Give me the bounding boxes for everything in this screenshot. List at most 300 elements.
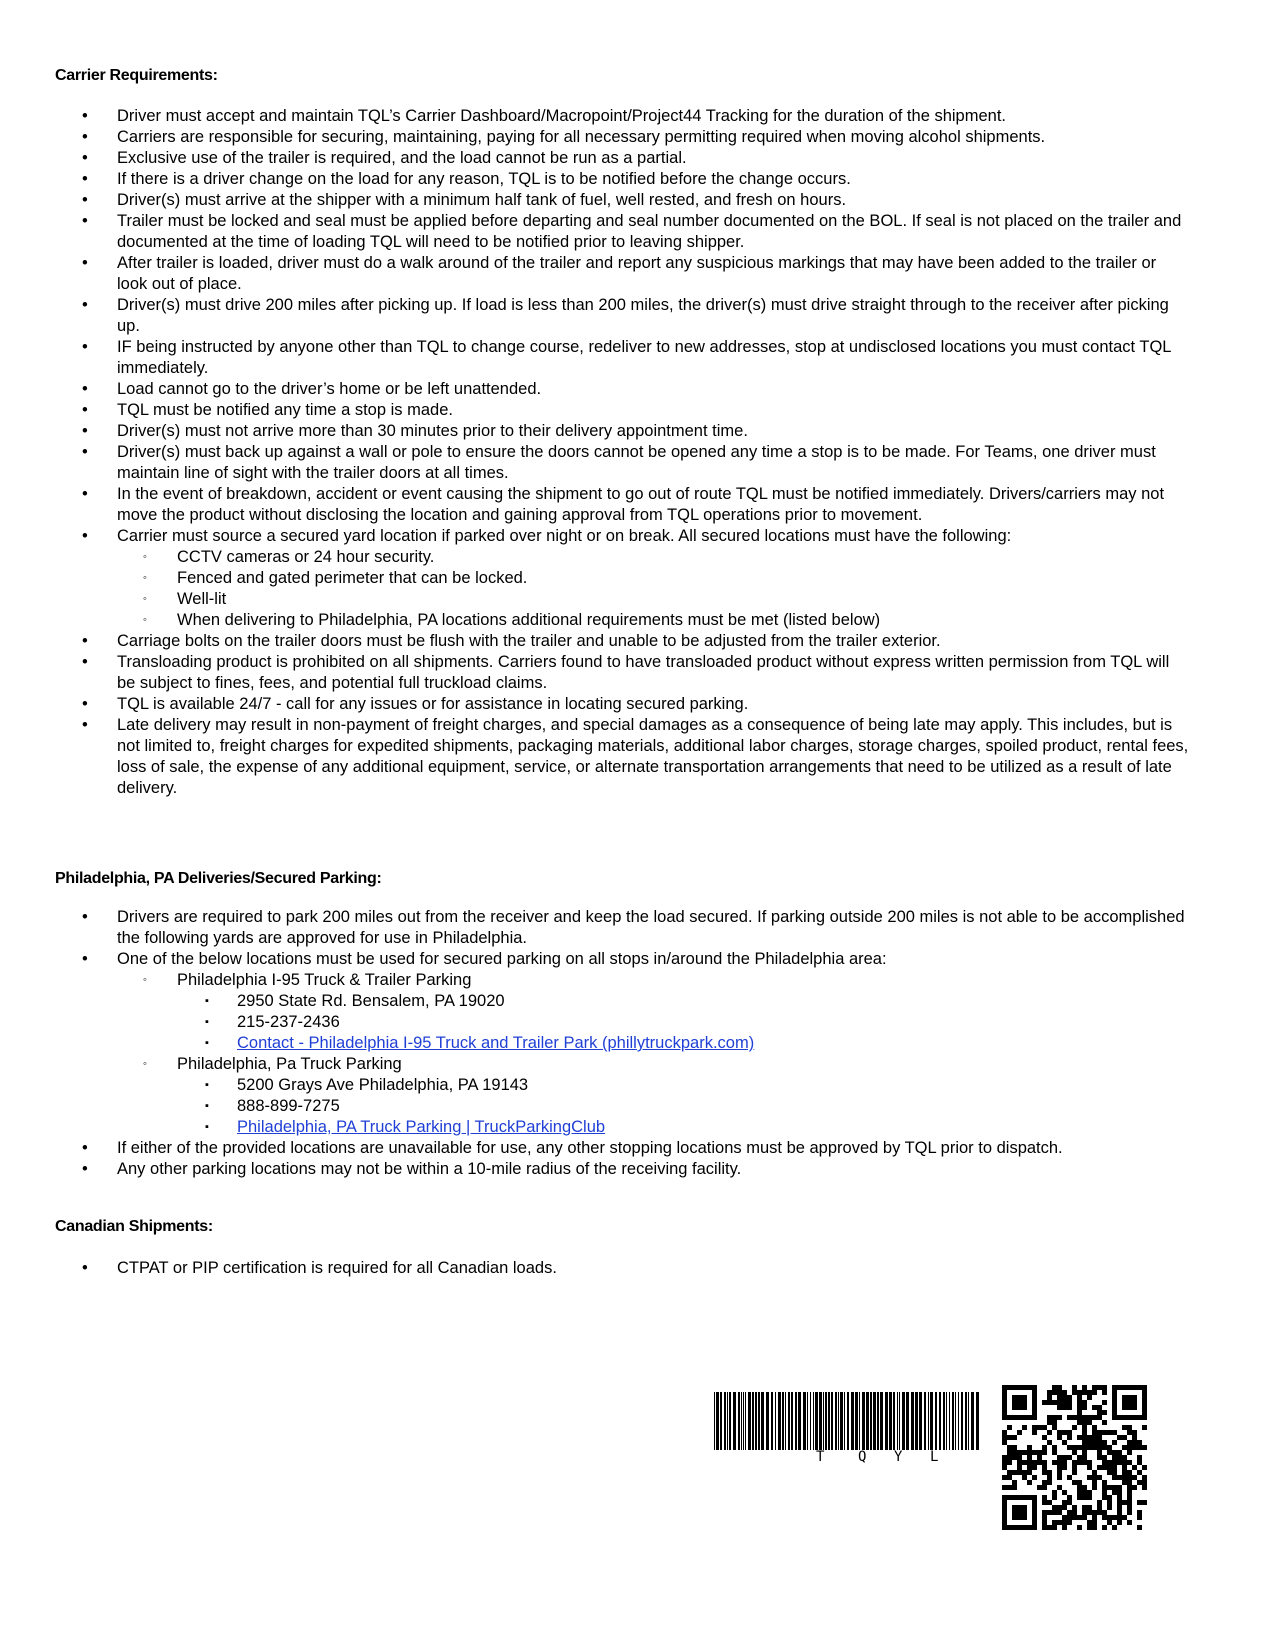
phillytruckpark-link[interactable]: Contact - Philadelphia I-95 Truck and Trailer Park (phillytruckpark.com): [237, 1034, 755, 1052]
qr-module: [1042, 1400, 1047, 1405]
qr-module: [1102, 1385, 1107, 1390]
qr-module: [1092, 1520, 1097, 1525]
barcode-bar: [859, 1392, 860, 1450]
qr-module: [1107, 1445, 1112, 1450]
barcode-letter: L: [930, 1449, 939, 1465]
qr-module: [1087, 1490, 1092, 1495]
qr-module: [1127, 1505, 1132, 1510]
barcode-bar: [743, 1392, 744, 1450]
qr-module: [1082, 1455, 1087, 1460]
qr-module: [1117, 1455, 1122, 1460]
qr-module: [1007, 1445, 1012, 1450]
list-item: • One of the below locations must be used for secured parking on all stops in/around the Philadelphia area: ◦ Philadelphia I-95 Truck & Trailer Parking ▪ 2950 State Rd. Bensalem, PA 19020 ▪ 215-237-2436 ▪ Contact - Philadelphia I-95 Truck and Trailer Park (phillytruckpark.com) ◦ Philadelphia, Pa Truck Parking ▪ 5200 Grays Ave Philadelphia, PA 19143 ▪ 888-899-7275 ▪ Philadelphia, PA Truck Parking | TruckParkingClub: [0, 949, 1190, 1138]
qr-module: [1082, 1495, 1087, 1500]
list-item: • Late delivery may result in non-payment of freight charges, and special damages as a consequence of being late may apply. This includes, but is not limited to, freight charges for expedited shipments, packaging materials, additional labor charges, storage charges, spoiled product, rental fees, loss of sale, the expense of any additional equipment, service, or alternate transportation arrangements that need to be utilized as a result of late delivery.: [82, 716, 1189, 797]
qr-module: [1052, 1525, 1057, 1530]
qr-module: [1122, 1465, 1127, 1470]
barcode-bar: [729, 1392, 731, 1450]
qr-module: [1097, 1430, 1102, 1435]
qr-module: [1057, 1400, 1062, 1405]
qr-module: [1017, 1455, 1022, 1460]
qr-module: [1082, 1405, 1087, 1410]
qr-module: [1057, 1455, 1062, 1460]
qr-module: [1107, 1485, 1112, 1490]
qr-module: [1122, 1515, 1127, 1520]
qr-module: [1062, 1440, 1067, 1445]
qr-module: [1102, 1440, 1107, 1445]
qr-module: [1077, 1525, 1082, 1530]
parking-location-details: [177, 991, 1190, 1054]
qr-module: [1097, 1465, 1102, 1470]
qr-module: [1082, 1485, 1087, 1490]
qr-module: [1077, 1435, 1082, 1440]
qr-module: [1127, 1430, 1132, 1435]
qr-module: [1057, 1470, 1062, 1475]
qr-module: [1067, 1500, 1072, 1505]
qr-module: [1027, 1480, 1032, 1485]
qr-module: [1082, 1460, 1087, 1465]
qr-module: [1057, 1395, 1062, 1400]
barcode-bar: [930, 1392, 933, 1450]
qr-module: [1112, 1440, 1117, 1445]
qr-module: [1122, 1480, 1127, 1485]
barcode-bar: [976, 1392, 979, 1450]
qr-module: [1127, 1520, 1132, 1525]
qr-module: [1127, 1490, 1132, 1495]
qr-module: [1007, 1450, 1012, 1455]
qr-module: [1067, 1435, 1072, 1440]
qr-module: [1102, 1485, 1107, 1490]
qr-module: [1102, 1515, 1107, 1520]
truckparkingclub-link[interactable]: Philadelphia, PA Truck Parking | TruckParkingClub: [237, 1118, 606, 1136]
qr-module: [1057, 1510, 1062, 1515]
qr-module: [1032, 1430, 1037, 1435]
qr-module: [1097, 1445, 1102, 1450]
location-address: ▪ 2950 State Rd. Bensalem, PA 19020: [205, 992, 505, 1010]
qr-module: [1082, 1515, 1087, 1520]
qr-module: [1077, 1460, 1082, 1465]
qr-module: [1072, 1510, 1077, 1515]
list-item: • After trailer is loaded, driver must do a walk around of the trailer and report any suspicious markings that may have been added to the trailer or look out of place.: [82, 254, 1157, 293]
qr-module: [1037, 1485, 1042, 1490]
qr-module: [1137, 1455, 1142, 1460]
qr-module: [1087, 1505, 1092, 1510]
qr-module: [1047, 1415, 1052, 1420]
qr-finder-center: [1012, 1505, 1027, 1520]
qr-module: [1037, 1450, 1042, 1455]
qr-module: [1062, 1520, 1067, 1525]
qr-module: [1027, 1450, 1032, 1455]
qr-module: [1117, 1495, 1122, 1500]
qr-module: [1137, 1525, 1142, 1530]
qr-module: [1102, 1410, 1107, 1415]
qr-module: [1037, 1425, 1042, 1430]
qr-module: [1102, 1460, 1107, 1465]
qr-module: [1067, 1455, 1072, 1460]
barcode-bar: [862, 1392, 865, 1450]
qr-module: [1062, 1430, 1067, 1435]
barcode-bar: [741, 1392, 742, 1450]
parking-location-details: [177, 1075, 1190, 1138]
qr-module: [1032, 1475, 1037, 1480]
qr-module: [1107, 1470, 1112, 1475]
sub-list-item: ◦ CCTV cameras or 24 hour security.: [143, 548, 435, 566]
qr-module: [1102, 1400, 1107, 1405]
qr-module: [1052, 1390, 1057, 1395]
qr-module: [1082, 1505, 1087, 1510]
list-item: • IF being instructed by anyone other than TQL to change course, redeliver to new addresses, stop at undisclosed locations you must contact TQL immediately.: [82, 338, 1171, 377]
qr-module: [1047, 1390, 1052, 1395]
qr-module: [1057, 1390, 1062, 1395]
qr-module: [1142, 1475, 1147, 1480]
qr-module: [1117, 1485, 1122, 1490]
qr-module: [1077, 1395, 1082, 1400]
list-item: • Driver(s) must not arrive more than 30 minutes prior to their delivery appointment time.: [82, 422, 748, 440]
qr-module: [1082, 1390, 1087, 1395]
secured-location-requirements: [117, 547, 1190, 631]
qr-module: [1082, 1440, 1087, 1445]
qr-module: [1107, 1520, 1112, 1525]
qr-module: [1102, 1495, 1107, 1500]
barcode-bar: [815, 1392, 818, 1450]
barcode-bar: [924, 1392, 926, 1450]
qr-module: [1002, 1465, 1007, 1470]
list-item: • Trailer must be locked and seal must be applied before departing and seal number documented on the BOL. If seal is not placed on the trailer and documented at the time of loading TQL will need to be notified prior to leaving shipper.: [82, 212, 1182, 251]
qr-module: [1047, 1525, 1052, 1530]
barcode-bar: [745, 1392, 746, 1450]
barcode-bar: [847, 1392, 849, 1450]
qr-module: [1107, 1450, 1112, 1455]
qr-module: [1112, 1465, 1117, 1470]
qr-module: [1067, 1495, 1072, 1500]
qr-module: [1132, 1475, 1137, 1480]
barcode-bar: [810, 1392, 811, 1450]
location-link-item: ▪ Contact - Philadelphia I-95 Truck and Trailer Park (phillytruckpark.com): [205, 1034, 755, 1052]
barcode-bar: [782, 1392, 784, 1450]
qr-module: [1047, 1510, 1052, 1515]
qr-module: [1072, 1515, 1077, 1520]
barcode-bar: [880, 1392, 883, 1450]
qr-module: [1127, 1480, 1132, 1485]
qr-module: [1082, 1450, 1087, 1455]
qr-module: [1087, 1390, 1092, 1395]
qr-module: [1057, 1415, 1062, 1420]
barcode-bar: [961, 1392, 963, 1450]
qr-module: [1087, 1445, 1092, 1450]
list-item: • Any other parking locations may not be within a 10-mile radius of the receiving facility.: [82, 1160, 742, 1178]
qr-module: [1007, 1475, 1012, 1480]
canadian-list: [0, 1258, 1275, 1279]
carrier-requirements-heading: Carrier Requirements:: [55, 67, 218, 84]
qr-module: [1142, 1445, 1147, 1450]
qr-module: [1122, 1455, 1127, 1460]
barcode-bar: [758, 1392, 760, 1450]
qr-module: [1142, 1500, 1147, 1505]
qr-module: [1072, 1385, 1077, 1390]
qr-module: [1042, 1525, 1047, 1530]
qr-module: [1082, 1435, 1087, 1440]
qr-module: [1062, 1515, 1067, 1520]
qr-module: [1112, 1450, 1117, 1455]
qr-module: [1117, 1450, 1122, 1455]
qr-module: [1042, 1435, 1047, 1440]
qr-module: [1127, 1460, 1132, 1465]
qr-module: [1092, 1485, 1097, 1490]
qr-module: [1127, 1510, 1132, 1515]
qr-module: [1072, 1470, 1077, 1475]
qr-module: [1017, 1450, 1022, 1455]
qr-module: [1107, 1500, 1112, 1505]
barcode-bar: [844, 1392, 845, 1450]
qr-module: [1057, 1435, 1062, 1440]
barcode-bar: [877, 1392, 879, 1450]
barcode-bar: [971, 1392, 974, 1450]
qr-module: [1097, 1440, 1102, 1445]
qr-module: [1017, 1470, 1022, 1475]
qr-module: [1062, 1460, 1067, 1465]
qr-module: [1027, 1470, 1032, 1475]
qr-module: [1102, 1465, 1107, 1470]
qr-module: [1097, 1500, 1102, 1505]
qr-module: [1127, 1500, 1132, 1505]
qr-module: [1012, 1455, 1017, 1460]
barcode-bar: [761, 1392, 764, 1450]
barcode-bar: [720, 1392, 722, 1450]
canadian-heading: Canadian Shipments:: [55, 1218, 213, 1235]
qr-module: [1132, 1440, 1137, 1445]
barcode-bar: [897, 1392, 898, 1450]
qr-module: [1112, 1475, 1117, 1480]
qr-module: [1057, 1465, 1062, 1470]
qr-module: [1077, 1445, 1082, 1450]
qr-module: [1087, 1520, 1092, 1525]
qr-module: [1047, 1480, 1052, 1485]
barcode-bar: [733, 1392, 736, 1450]
qr-module: [1087, 1510, 1092, 1515]
qr-module: [1102, 1445, 1107, 1450]
barcode-bar: [873, 1392, 876, 1450]
list-item: • Drivers are required to park 200 miles out from the receiver and keep the load secured. If parking outside 200 miles is not able to be accomplished the following yards are approved for use in Philadelphia.: [82, 908, 1185, 947]
barcode-bar: [831, 1392, 833, 1450]
qr-module: [1142, 1425, 1147, 1430]
qr-module: [1012, 1485, 1017, 1490]
qr-module: [1082, 1490, 1087, 1495]
qr-module: [1097, 1505, 1102, 1510]
qr-module: [1102, 1510, 1107, 1515]
qr-module: [1042, 1485, 1047, 1490]
list-item: • Driver(s) must arrive at the shipper with a minimum half tank of fuel, well rested, and fresh on hours.: [82, 191, 847, 209]
barcode-letter: Y: [894, 1449, 903, 1465]
qr-module: [1097, 1405, 1102, 1410]
qr-module: [1052, 1450, 1057, 1455]
qr-module: [1082, 1400, 1087, 1405]
qr-module: [1007, 1460, 1012, 1465]
qr-module: [1057, 1460, 1062, 1465]
qr-module: [1027, 1465, 1032, 1470]
parking-location: ◦ Philadelphia I-95 Truck & Trailer Parking ▪ 2950 State Rd. Bensalem, PA 19020 ▪ 215-237-2436 ▪ Contact - Philadelphia I-95 Truck and Trailer Park (phillytruckpark.com): [177, 970, 1190, 1054]
barcode: [712, 1392, 982, 1467]
qr-module: [1117, 1510, 1122, 1515]
barcode-letter: T: [816, 1449, 825, 1465]
barcode-bar: [935, 1392, 937, 1450]
qr-module: [1007, 1425, 1012, 1430]
qr-module: [1077, 1490, 1082, 1495]
qr-module: [1017, 1465, 1022, 1470]
list-item: • If there is a driver change on the load for any reason, TQL is to be notified before the change occurs.: [82, 170, 851, 188]
barcode-bar: [813, 1392, 814, 1450]
qr-module: [1112, 1490, 1117, 1495]
qr-module: [1112, 1460, 1117, 1465]
list-item: • Load cannot go to the driver’s home or be left unattended.: [82, 380, 542, 398]
qr-module: [1107, 1495, 1112, 1500]
qr-module: [1112, 1455, 1117, 1460]
qr-module: [1027, 1460, 1032, 1465]
qr-module: [1122, 1460, 1127, 1465]
qr-module: [1107, 1460, 1112, 1465]
barcode-bar: [840, 1392, 843, 1450]
qr-module: [1062, 1400, 1067, 1405]
qr-module: [1122, 1435, 1127, 1440]
barcode-bar: [835, 1392, 837, 1450]
barcode-bar: [724, 1392, 726, 1450]
qr-module: [1137, 1500, 1142, 1505]
qr-module: [1012, 1435, 1017, 1440]
barcode-letter: Q: [858, 1449, 867, 1465]
barcode-bar: [899, 1392, 900, 1450]
qr-module: [1067, 1405, 1072, 1410]
barcode-bar: [828, 1392, 830, 1450]
barcode-bar: [855, 1392, 858, 1450]
qr-module: [1007, 1470, 1012, 1475]
qr-module: [1002, 1485, 1007, 1490]
location-address: ▪ 5200 Grays Ave Philadelphia, PA 19143: [205, 1076, 529, 1094]
qr-module: [1072, 1445, 1077, 1450]
qr-module: [1072, 1460, 1077, 1465]
qr-module: [1022, 1470, 1027, 1475]
qr-module: [1067, 1445, 1072, 1450]
qr-module: [1027, 1455, 1032, 1460]
qr-module: [1047, 1395, 1052, 1400]
barcode-bar: [889, 1392, 892, 1450]
barcode-bar: [870, 1392, 872, 1450]
barcode-bar: [968, 1392, 969, 1450]
qr-module: [1097, 1475, 1102, 1480]
qr-module: [1097, 1435, 1102, 1440]
qr-module: [1047, 1400, 1052, 1405]
list-item: • TQL is available 24/7 - call for any issues or for assistance in locating secured parking.: [82, 695, 749, 713]
qr-module: [1117, 1475, 1122, 1480]
barcode-bar: [943, 1392, 945, 1450]
qr-module: [1002, 1460, 1007, 1465]
qr-module: [1052, 1425, 1057, 1430]
qr-module: [1067, 1415, 1072, 1420]
qr-module: [1077, 1485, 1082, 1490]
qr-module: [1042, 1470, 1047, 1475]
qr-module: [1122, 1475, 1127, 1480]
qr-module: [1117, 1490, 1122, 1495]
qr-module: [1042, 1425, 1047, 1430]
qr-module: [1117, 1515, 1122, 1520]
qr-module: [1092, 1385, 1097, 1390]
list-item: • TQL must be notified any time a stop is made.: [82, 401, 453, 419]
parking-locations: [117, 970, 1190, 1138]
qr-module: [1042, 1465, 1047, 1470]
qr-module: [1137, 1460, 1142, 1465]
barcode-bar: [778, 1392, 781, 1450]
qr-module: [1112, 1525, 1117, 1530]
qr-module: [1042, 1450, 1047, 1455]
qr-module: [1127, 1445, 1132, 1450]
qr-module: [1067, 1400, 1072, 1405]
barcode-bar: [823, 1392, 824, 1450]
qr-module: [1097, 1410, 1102, 1415]
qr-module: [1137, 1480, 1142, 1485]
barcode-bar: [885, 1392, 888, 1450]
location-link-item: ▪ Philadelphia, PA Truck Parking | TruckParkingClub: [205, 1118, 606, 1136]
qr-module: [1052, 1400, 1057, 1405]
barcode-bar: [851, 1392, 854, 1450]
qr-module: [1057, 1475, 1062, 1480]
qr-module: [1067, 1395, 1072, 1400]
qr-module: [1097, 1385, 1102, 1390]
qr-module: [1062, 1390, 1067, 1395]
barcode-bar: [893, 1392, 895, 1450]
qr-module: [1092, 1510, 1097, 1515]
qr-module: [1057, 1405, 1062, 1410]
qr-module: [1142, 1480, 1147, 1485]
qr-module: [1137, 1440, 1142, 1445]
sub-list-item: ◦ When delivering to Philadelphia, PA locations additional requirements must be met (listed below): [143, 611, 881, 629]
qr-module: [1052, 1445, 1057, 1450]
qr-module: [1117, 1460, 1122, 1465]
qr-module: [1092, 1480, 1097, 1485]
qr-module: [1102, 1430, 1107, 1435]
barcode-bar: [911, 1392, 914, 1450]
sub-list-item: ◦ Well-lit: [143, 590, 227, 608]
qr-module: [1107, 1465, 1112, 1470]
barcode-bar: [955, 1392, 956, 1450]
qr-module: [1022, 1460, 1027, 1465]
qr-module: [1062, 1490, 1067, 1495]
qr-module: [1127, 1450, 1132, 1455]
qr-module: [1077, 1415, 1082, 1420]
qr-module: [1032, 1425, 1037, 1430]
qr-module: [1042, 1495, 1047, 1500]
qr-module: [1077, 1495, 1082, 1500]
qr-module: [1137, 1510, 1142, 1515]
list-item: • Carriers are responsible for securing, maintaining, paying for all necessary permitting required when moving alcohol shipments.: [82, 128, 1046, 146]
qr-code: [1002, 1385, 1147, 1530]
list-item: • Driver(s) must drive 200 miles after picking up. If load is less than 200 miles, the driver(s) must drive straight through to the receiver after picking up.: [82, 296, 1169, 335]
qr-module: [1082, 1445, 1087, 1450]
qr-module: [1122, 1500, 1127, 1505]
barcode-bar: [946, 1392, 947, 1450]
qr-finder-center: [1012, 1395, 1027, 1410]
list-item: • Driver(s) must back up against a wall or pole to ensure the doors cannot be opened any time a stop is to be made. For Teams, one driver must maintain line of sight with the trailer doors at all times.: [82, 443, 1156, 482]
qr-module: [1002, 1435, 1007, 1440]
list-item: • CTPAT or PIP certification is required for all Canadian loads.: [82, 1259, 557, 1277]
barcode-bar: [965, 1392, 967, 1450]
qr-module: [1117, 1435, 1122, 1440]
list-item: • If either of the provided locations are unavailable for use, any other stopping locations must be approved by TQL prior to dispatch.: [82, 1139, 1063, 1157]
barcode-bar: [915, 1392, 918, 1450]
qr-module: [1037, 1460, 1042, 1465]
qr-module: [1107, 1515, 1112, 1520]
qr-module: [1087, 1460, 1092, 1465]
qr-module: [1072, 1450, 1077, 1455]
list-item: • Driver must accept and maintain TQL’s Carrier Dashboard/Macropoint/Project44 Tracking for the duration of the shipment.: [82, 107, 1006, 125]
qr-module: [1067, 1475, 1072, 1480]
